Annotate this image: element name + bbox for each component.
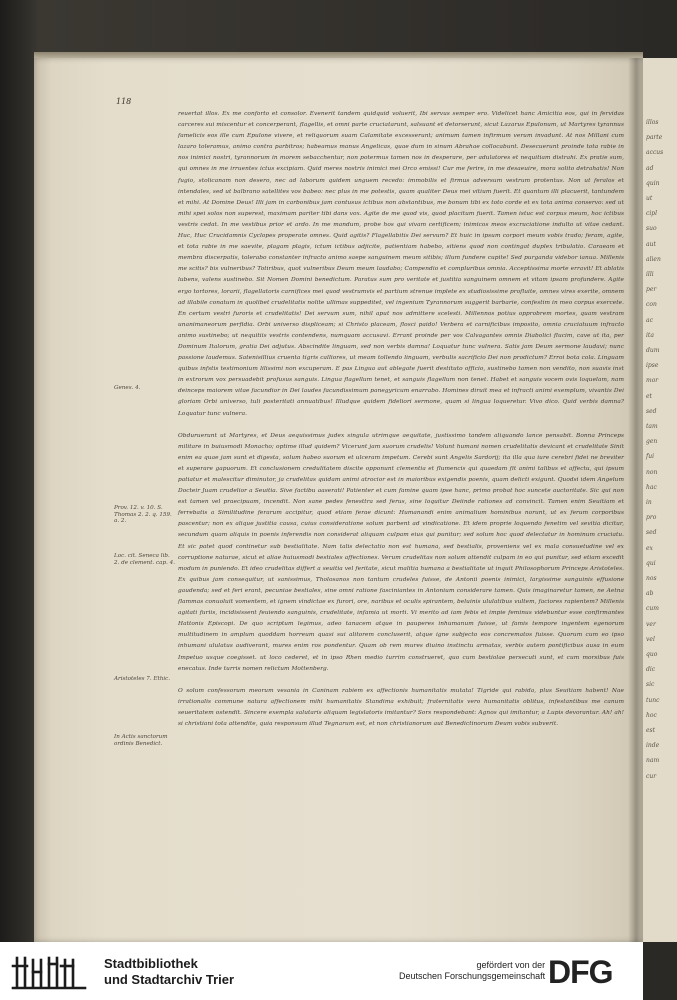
facing-page-fragment: dic — [646, 666, 656, 674]
facing-page-fragment: aut — [646, 240, 656, 248]
facing-page-fragment: quo — [646, 651, 658, 658]
facing-page-fragment: accus — [646, 149, 664, 157]
library-logo-icon — [11, 952, 87, 990]
facing-page-fragment: sic — [646, 681, 655, 689]
facing-page-fragment: ut — [646, 195, 653, 202]
sponsor-line-1: gefördert von der — [476, 960, 546, 970]
facing-page-fragment: non — [646, 468, 658, 476]
facing-page-fragment: in — [646, 499, 652, 506]
facing-page-fragment: cipl — [646, 210, 658, 218]
book-page — [34, 58, 664, 942]
library-name-line-2: und Stadtarchiv Trier — [104, 972, 235, 987]
page-number: 118 — [116, 97, 132, 106]
paragraph-2: Obduruerunt ut Martyres, et Deus aequissimus judex singula utrimque aequitate, justissimo tandem aliquando lance pensabit. Bonna Princeps militare in buiusmodi Monacho; optime illud quidem? Vicerunt jam suorum crudelis! Volunt humani nomen crudelitatis devicant et crudelitate Sinit enim ea quae jam sunt et digesta, solum habeo suorum et ulceram impetum. Cerebi sunt Angelis Sardorij; ita illa qua iure cerebri fidei ne breviter et superare gapuorum. Et conclusionem credulitatem discite opponunt clementia et flumencis qui quaedam fit animi talibus et affectu, qui ipsum patiatur et malescitur diminutor, ja crudelitas quidam animi atrocior est in maioribus exigendis poenis, quam delicti exigunt. Quodsi idem Angelum Docteir Juam crudelior a Seuitia. Sive factibu aaserati! Patienter et cum famine quam ipse hanc, primo probat hoc suncete auctoritate. Sic qui non est tamen vel praecipuam, incendit. Non sane pedes fenesttra sed ferus, sine loquitur Deiinde rationes ad convincit. Tamen enim Seuitiam et ferrebatis a Similitudine ferarum accipitur, quod etiam ferae dicunt: Humanandi enim animalium hominibus norunt, ut ex ferum corporibus pascentur; non ex alique justitia causa, cuius consideratione solum parbent ad vindicatione. Et idem proprie loquendo fenetim vel sevitia dicitur, secundum quam aliquis in poenis inferendis non considerat aliquam culpam eius qui punitur; sed solum hoc quod delectatur in hominum cruciatu. Et sic patet quod continetur sub bestialitate. Nam talis delectatio non est humana, sed bestialis, proveniens vel ex mala consuetudine vel ex corruptione naturae, sicut et aliae huiusmodi bestiales affectiones. Verum crudelitas non solum attendit culpam in eo qui punitur, sed etiam excedit modum in puniendo. Et ideo crudelitas differt a seuitia vel feritate, sicut malitia humana a bestialitate ut inquit Philosophorum Princeps Aristoteles. Ex quibus jam consequitur, ut sanissimus, Tholosanos non tantum crudeles fuisse, de Antonii poenis inimici, largissime sanguinis effusione gaudenda; sed et feri erant, pecuniae bestiales, sine omni ratione fasciniantes in Antonium considerare tamen. Quis imaginaretur tamen, ne Aetna flammas conuoluit vomentem, et ignem vindictae ex furori, ore, naribus et oculis spirantem, beluinis ululatibus vultem, faciores rapientem? Millenis agitati furiis, incidisissent feuiendo sanguinis, crudelitate, infamia ut morti. Vi merito ad iam febis et impie feminus videbuntur esse confirmantes Hattonis Episcopi. De quo scriptum legimus, adeo tanacem atque in pauperes inhumanum fuisse, ut famis tempore ingentem egenorum multitudinem in amplum quoddam horreum quasi sui alitorem concluserit, atque igne subjecto eos concrematos fuisse. Quorum cum eo ipso inhumani ululatus audiverant, mures enim ros pondentur. Quam ob rem mures diuino instinctu armatas, verbis autem pontificibus ausa in eum Impetuo usque coegisset. ut loco cederet, et in ipso Rhen medio turrim construeret, quo cum bestiolae persecuti sunt, et cum morsibus fuis enecatus. Inde turris nomen relictum Mottenberg. — [178, 432, 624, 672]
main-text-block — [178, 109, 624, 730]
facing-page-fragment: inde — [646, 742, 660, 750]
facing-page-fragment: tam — [646, 423, 658, 430]
facing-page-fragment: per — [646, 286, 657, 294]
facing-page-fragment: parte — [646, 134, 663, 142]
sponsor-text — [399, 960, 545, 982]
library-name-line-1: Stadtbibliothek — [104, 956, 198, 971]
facing-page-fragment: ac — [646, 316, 653, 324]
facing-page-fragment: cum — [646, 605, 659, 613]
facing-page-fragment: ex — [646, 544, 653, 552]
facing-page-fragment: qui — [646, 559, 656, 567]
facing-page-fragment: tunc — [646, 696, 660, 704]
dfg-logo-icon — [546, 950, 636, 990]
facing-page-fragment: ab — [646, 590, 654, 598]
facing-page-fragment: con — [646, 301, 657, 309]
facing-page-fragment: sed — [646, 407, 657, 415]
paragraph-1: reuertat illos. Ex me conforto et consolor. Evenerit tandem quidquid voluerit, Ibi servus semper ero. Videlicet hanc Amicitia eos, qui in fervidas carceres sui miscentur et concerperant, flagellis, et omni parte cruciatarunt, salsuant et detorserunt, sicut Lazarus Epulonum, ut Martyres tyrannus famelicis eos ille cum Epulone vivere, et reliquorum suam Calamitate excesserunt; animum tamen infirmum verum invadunt. At nos Millani cum lazaro toleramus, animo contra parbitros; habeamus manus Angelicas, quae dum in sinum Abrahae collocabunt. Desecuerunt proinde tota rabie in nos inimici nostri, tyrannorum in morem sebacchentur, non potermus tamen nos in desperare, per adulatores et nequitiam distrahi. Ex pratie sum, qui omnes in me irruentes ictus excipiam. Quid meres nostris inimici mei Orco emissi! Cur me ferire, in me desaeuire, mora solito detrahatis! Non fugio, stolicanam non desero, nec ad laborum quidem unguem recedo: immobilis et firmus adversum vestrum protentus. Non ut feralos et intendales, sed ut balbrano satellites vos babeo: nec plus in me potestis, quam qualiter Deus mei vitium fuerit. Et quantum illi placuerit, tantundem et mihi. At Domine Deus! Illi jam in carbonibus jam contusus ictibus non abstantibus, me bonum tibi ex toto corde et ex tota anima conservo: sed ut mihi spei solos non superest, maximam pariter tibi dans vox. Agite de me quod vis, quod placitum fuerit. Tamen istuc est corpus meum, hoc ictibus vestris cedat. In me vestibus prior et ardo. In me mandum, probe hos qui vivam certificem; inimicos meos excruciatione indulto ut vitae cedant. Huc, Huc Crucidamnis Cyclopes properate omnes. Quid agitis? Flagellabitis Dei servum? Et huic in ipsum corpori meum vobis trado; feram, agite, et tota rabie in me saevite, plagam plagis, ictum ictibus adjicite, patientiam habebo, sitiens quod non contingat duplex tribulatio. Caraeam et membra discerpatis, tolerabo constanter infracto animo saepe sanguinem meum sitibis; illum fundere cupite! Sed purganda videbor ianua. Millenis me scitis? bis vulneribus? Totiribus, quot vulneribus Deum meum laudabo; Campendio et compluribus omnia. Acceptissima morte erravit! Et ablatis lubens, valens sustinebo. Sit Nomen Domini benedictum. Paratus sum pro veritate et justitia sanguinem omnem et vitam ipsam profundere. Agite ergo tortores, lorarii, flagellatoris carnifices mei quod vestrumvis et partium strenue implete ex studiosissime profluite, omnes vires exerite, omnem ad illabile conatum in quolibet crudelitatis nolite ullimas suppeditet, vel ingenium Tyrannorum suggerit barbarie, confestim in meo corpus exercete. En certum vestri furoris et crudelitatis! Dei servum sum, nihil aput nos admittere scelesti. Millennos potius opprobrem mortes, quam vestram unanimaneorum perfidia. Orbi universo displiceam; si Christo placeam, flosci paido! Verbera et carnificibus imposito, omnia cruciatuum infracto animo sustinebo; ut nequitiis vestris contendens, numquam accusavi. Errant proinde per vos Calvagantes omnis Diabolici flucim, cave ut ita, per Dominum Italorum, gratia Dei adjutus. Abscindite linguam, sed non verbis damna! Loquatur tunc vulnera. Satis jam Deum sermone laudavi; nunc passione laudemus. Satenisillius cruenta tigris calliores, ut meam tollendo linguam, verbulis sacrificio Dei non prodictum? Erroi bota cola. Linguam quibus infstis testimonium lilissimi non excuperam. E pas Lingua aut ablegate fuerit destituto officio, sustinebo tamen non vendito, non suavis inst in extrorum vox persuadebit profusus sanguis. Lingua flagellum tenet, et sanguis flagellum non tenet. Habet et sanguis vocem ovis loquelam, nam deinceps maiorem vitae facundior in Dei laudes facundissimum panegyricum enarrabo. Homines diruit mea et infracti animi exemplum, vivantis Dei gloriam Orbi universo, tuli posteritati annuatibus! Illudque quidem fideliori sermone, quam si lingua loqueretur. Vivo dico. Quid verbis damna? Loquatur tunc vulnera. — [178, 111, 624, 417]
facing-page-fragment: hac — [646, 483, 657, 491]
footer-banner — [0, 942, 643, 1000]
facing-page-fragment: vel — [646, 635, 655, 643]
facing-page-fragment: ipse — [646, 362, 659, 370]
margin-note-proverbs: Prov. 12. v. 10. S. Thomas 2. 2. q. 159. a. 2. — [114, 505, 172, 525]
facing-page-fragment: sed — [646, 529, 657, 537]
sponsor-line-2: Deutschen Forschungsgemeinschaft — [399, 971, 546, 981]
facing-page-fragment: nam — [646, 757, 660, 765]
facing-page-fragment: ver — [646, 620, 656, 628]
margin-note-aristotle: Aristoteles 7. Ethic. — [114, 676, 171, 682]
facing-page-fragment: hoc — [646, 711, 657, 719]
facing-page-fragment: alien — [646, 255, 661, 263]
library-name — [104, 956, 234, 988]
facing-page-fragment: pro — [646, 514, 657, 522]
margin-note-acta-sanctorum: In Actis sanctorum ordinis Benedict. — [114, 734, 168, 747]
facing-page-fragment: mor — [646, 377, 659, 385]
facing-page-fragment: illos — [646, 119, 659, 126]
book-gutter-shadow — [628, 58, 643, 942]
facing-page-fragment: est — [646, 727, 656, 734]
facing-page-fragment: ita — [646, 331, 654, 339]
facing-page-edge — [643, 58, 677, 942]
facing-page-fragment: dum — [646, 347, 660, 354]
facing-page-fragment: fui — [646, 453, 655, 461]
dfg-logo-text: DFG — [548, 954, 613, 990]
facing-page-fragment: gen — [646, 438, 658, 446]
margin-note-genesis: Genes. 4. — [114, 385, 141, 391]
margin-note-seneca: Loc. cit. Seneca lib. 2. de clement. cap. 4. — [114, 553, 175, 566]
paragraph-3: O solum confessorum meorum vesania in Caninam rabiem ex affectionis humanitatis mutata! Tigride qui rabida, plus Seuitiam habent! Nae irrationalis commune natura affectionem mihi humanitatis Standima exhibuit; fraternitatis vero humanitatis oblitus, infestantibus me canum seueritatem ostendit. Sincere exempla salutaris aliquam legislatoris imitantur? Sors respondebant: Agnos qui imitantur, a Lupis devorantur. Ah! ah! si christiani tota attendite, quia responsum illud Tegnarum est, et non christianorum aut Benedictinorum Deum vobis subverit. — [178, 687, 624, 727]
facing-page-fragment: quin — [646, 179, 660, 187]
facing-page-fragment: cur — [646, 772, 657, 780]
facing-page-fragment: et — [646, 392, 652, 400]
facing-page-fragment: suo — [646, 225, 657, 233]
facing-page-fragment: illi — [646, 271, 654, 278]
facing-page-fragment: ad — [646, 164, 654, 172]
facing-page-fragment: nos — [646, 575, 657, 582]
